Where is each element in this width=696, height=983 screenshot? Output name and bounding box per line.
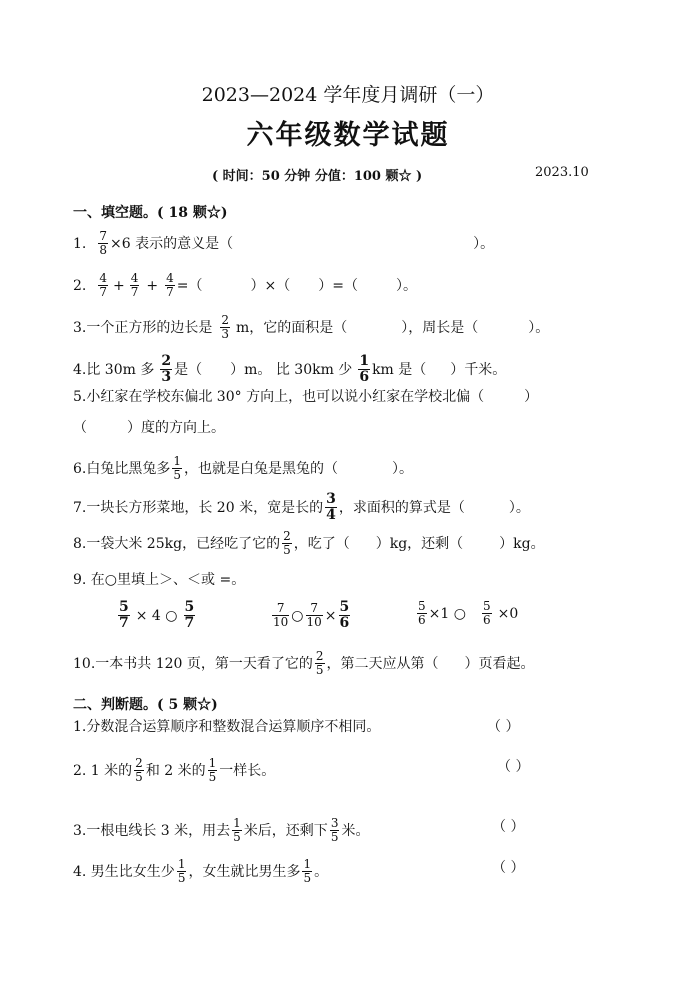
question-text: 。	[314, 863, 329, 880]
question-text: ），周长是（	[401, 319, 479, 336]
question-1-9	[73, 570, 245, 590]
question-number: 2.	[73, 277, 87, 294]
question-text: ，第二天应从第（	[326, 655, 439, 672]
question-text: ）。	[508, 499, 530, 516]
question-2-2	[73, 757, 275, 784]
judge-paren[interactable]: （ ）	[492, 860, 525, 876]
question-text: km 是（	[372, 361, 427, 378]
question-1-5	[73, 387, 538, 407]
question-text: ）m。 比 30km 少	[230, 361, 353, 378]
fraction: $\frac{3}{4}$	[326, 491, 336, 523]
compare-circle[interactable]: ○	[291, 607, 304, 624]
fraction: $\frac{2}{3}$	[221, 313, 229, 341]
fraction: $\frac{5}{7}$	[119, 599, 129, 631]
exam-header-title: 2023—2024 学年度月调研（一）	[201, 84, 495, 106]
fraction: $\frac{2}{5}$	[315, 649, 324, 677]
question-1-4	[73, 354, 506, 385]
question-text: 是（	[174, 361, 203, 378]
compare-circle[interactable]: ×1 ○	[428, 605, 466, 622]
question-text: ）页看起。	[464, 655, 535, 672]
compare-item-c	[415, 600, 518, 627]
exam-info: ( 时间：50 分钟 分值：100 颗☆ )	[212, 169, 423, 184]
question-text: ）=（	[318, 277, 358, 294]
question-text: 米后，还剩下	[243, 822, 328, 839]
question-text: ，女生就比男生多	[188, 863, 301, 880]
fraction: $\frac{2}{3}$	[161, 353, 172, 385]
question-text: ）度的方向上。	[127, 420, 225, 436]
fraction: $\frac{1}{5}$	[303, 857, 312, 885]
question-text: 1.分数混合运算顺序和整数混合运算顺序不相同。	[73, 719, 381, 735]
question-text: ）。	[395, 277, 417, 294]
fraction: $\frac{3}{5}$	[330, 816, 339, 844]
question-1-10	[73, 650, 535, 677]
question-text: 4. 男生比女生少	[73, 863, 175, 880]
compare-item-b	[270, 600, 352, 631]
question-text: 3.一根电线长 3 米，用去	[73, 822, 231, 839]
question-text: 8.一袋大米 25kg，已经吃了它的	[73, 535, 281, 552]
fraction: $\frac{5}{7}$	[184, 599, 195, 631]
fraction: $\frac{1}{5}$	[173, 454, 181, 482]
fraction: $\frac{7}{8}$	[99, 229, 107, 257]
exam-main-title: 六年级数学试题	[246, 120, 450, 151]
fraction: $\frac{7}{10}$	[306, 601, 322, 629]
question-text: ）×（	[250, 277, 291, 294]
fraction: $\frac{1}{5}$	[233, 816, 241, 844]
fraction: $\frac{5}{6}$	[418, 599, 426, 627]
question-1-2	[73, 272, 417, 299]
question-text: ）	[524, 389, 539, 405]
question-text: 和 2 米的	[145, 762, 206, 779]
question-text: ×6 表示的意义是（	[110, 235, 234, 252]
question-text: ）kg，还剩（	[375, 535, 464, 552]
fraction: $\frac{2}{5}$	[135, 756, 143, 784]
section-true-false-heading: 二、判断题。( 5 颗☆)	[73, 697, 218, 713]
compare-item-a	[116, 600, 197, 631]
question-2-4	[73, 858, 328, 885]
question-text: 10.一本书共 120 页，第一天看了它的	[73, 655, 313, 672]
exam-date: 2023.10	[535, 165, 589, 180]
fraction: $\frac{4}{7}$	[130, 271, 139, 299]
judge-paren[interactable]: （ ）	[497, 759, 530, 775]
fraction: $\frac{2}{5}$	[283, 529, 291, 557]
question-text: ，求面积的算式是（	[338, 499, 465, 516]
question-text: 4.比 30m 多	[73, 361, 155, 378]
question-1-6	[73, 455, 413, 482]
fraction: $\frac{4}{7}$	[99, 271, 107, 299]
fraction: $\frac{5}{6}$	[339, 599, 350, 631]
question-text: 2. 1 米的	[73, 762, 133, 779]
plus-sign: +	[146, 277, 159, 294]
judge-paren[interactable]: （ ）	[492, 819, 525, 835]
fraction: $\frac{1}{6}$	[359, 353, 370, 385]
question-text: ）。	[473, 235, 495, 252]
question-text: m，它的面积是（	[236, 319, 348, 336]
question-text: 一样长。	[219, 762, 276, 779]
question-1-7	[73, 492, 530, 523]
question-text: ）kg。	[499, 535, 545, 552]
question-number: 1.	[73, 235, 87, 252]
question-2-3	[73, 817, 369, 844]
section-fill-blank-heading: 一、填空题。( 18 颗☆)	[73, 205, 228, 221]
question-text: ）千米。	[450, 361, 507, 378]
question-1-1	[73, 230, 494, 257]
question-2-1	[73, 717, 380, 737]
fraction: $\frac{4}{7}$	[166, 271, 174, 299]
question-text: 9. 在○里填上＞、＜或 =。	[73, 572, 246, 588]
question-text: 米。	[341, 822, 370, 839]
question-text: （	[73, 420, 87, 436]
fraction: $\frac{7}{10}$	[273, 601, 289, 629]
times-sign: ×	[324, 607, 337, 624]
judge-paren[interactable]: （ ）	[487, 719, 520, 735]
question-text: =（	[176, 277, 203, 294]
question-text: ，吃了（	[293, 535, 350, 552]
question-text: 3.一个正方形的边长是	[73, 319, 213, 336]
question-text: 7.一块长方形菜地，长 20 米，宽是长的	[73, 499, 324, 516]
question-1-5-cont	[73, 418, 225, 438]
fraction: $\frac{5}{6}$	[482, 599, 491, 627]
question-text: 6.白兔比黑兔多	[73, 460, 171, 477]
compare-circle[interactable]: × 4 ○	[135, 607, 178, 624]
question-text: ）。	[528, 319, 550, 336]
fraction: $\frac{1}{5}$	[208, 756, 217, 784]
plus-sign: +	[113, 277, 125, 294]
fraction: $\frac{1}{5}$	[177, 857, 186, 885]
question-text: ，也就是白兔是黑兔的（	[184, 460, 338, 477]
question-text: 5.小红家在学校东偏北 30° 方向上，也可以说小红家在学校北偏（	[73, 389, 485, 405]
question-1-8	[73, 530, 545, 557]
question-text: ×0	[497, 605, 519, 622]
question-1-3	[73, 314, 549, 341]
question-text: ）。	[392, 460, 413, 477]
